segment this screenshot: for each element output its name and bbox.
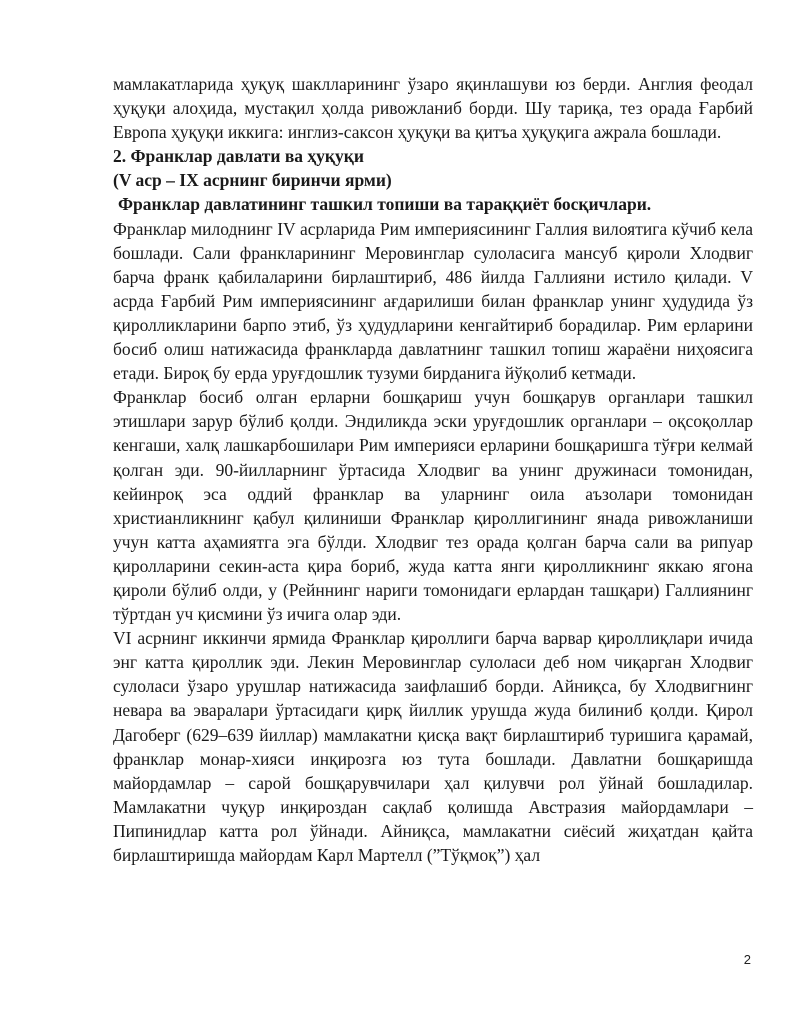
intro-paragraph: мамлакатларида ҳуқуқ шаклларининг ўзаро яқинлашуви юз берди. Англия феодал ҳуқуқи алоҳида, мустақил ҳолда ривожланиб борди. Шу тариқа, тез орада Ғарбий Европа ҳуқуқи иккига: инглиз-саксон ҳуқуқи ва қитъа ҳуқуқига ажрала бошлади.: [113, 74, 753, 143]
page-number: 2: [743, 952, 751, 967]
body-paragraph: Франклар босиб олган ерларни бошқариш учун бошқарув органлари ташкил этишлари зарур бўлиб қолди. Эндиликда эски уруғдошлик органлари – оқсоқоллар кенгаши, халқ лашкарбошилари Рим империяси ерларини бошқаришга тўғри келмай қолган эди. 90-йилларнинг ўртасида Хлодвиг ва унинг дружинаси томонидан, кейинроқ эса оддий франклар ва уларнинг оила аъзолари томонидан христианликнинг қабул қилиниши Франклар қироллигининг янада ривожланиши учун катта аҳамиятга эга бўлди. Хлодвиг тез орада қолган барча сали ва рипуар қиролларини секин-аста қира бориб, жуда катта янги қиролликнинг яккаю ягона қироли бўлиб олди, у (Рейннинг нариги томонидаги ерлардан ташқари) Галлиянинг тўртдан уч қисмини ўз ичига олар эди.: [113, 387, 753, 625]
section-heading: 2. Франклар давлати ва ҳуқуқи: [113, 146, 364, 167]
body-paragraph: VI асрнинг иккинчи ярмида Франклар қироллиги барча варвар қироллиқлари ичида энг катта қироллик эди. Лекин Меровинглар сулоласи деб ном чиқарган Хлодвиг сулоласи ўзаро урушлар натижасида заифлашиб борди. Айниқса, бу Хлодвигнинг невара ва эваралари ўртасидаги қирқ йиллик урушда жуда билиниб қолди. Қирол Дагоберг (629–639 йиллар) мамлакатни қисқа вақт бирлаштириб туришига қарамай, франклар монар-хияси инқирозга юз тута бошлади. Давлатни бошқаришда майордамлар – сарой бошқарувчилари ҳал қилувчи рол ўйнай бошладилар. Мамлакатни чуқур инқироздан сақлаб қолишда Австразия майордамлари – Пипинидлар катта рол ўйнади. Айниқса, мамлакатни сиёсий жиҳатдан қайта бирлаштиришда майордам Карл Мартелл (”Тўқмоқ”) ҳал: [113, 628, 753, 865]
section-period: (V аср – IX асрнинг биринчи ярми): [113, 170, 392, 191]
body-paragraph: Франклар милоднинг IV асрларида Рим империясининг Галлия вилоятига кўчиб кела бошлади. Сали франкларининг Меровинглар сулоласига мансуб қироли Хлодвиг барча франк қабилаларини бирлаштириб, 486 йилда Галлияни истило қилади. V асрда Ғарбий Рим империясининг ағдарилиши билан франклар унинг ҳудудида ўз қиролликларини барпо этиб, ўз ҳудудларини кенгайтириб борадилар. Рим ерларини босиб олиш натижасида франкларда давлатнинг ташкил топиш жараёни ниҳоясига етади. Бироқ бу ерда уруғдошлик тузуми бирданига йўқолиб кетмади.: [113, 218, 753, 384]
page-content: [113, 72, 753, 867]
subsection-heading: Франклар давлатининг ташкил топиши ва тараққиёт босқичлари.: [118, 194, 652, 215]
